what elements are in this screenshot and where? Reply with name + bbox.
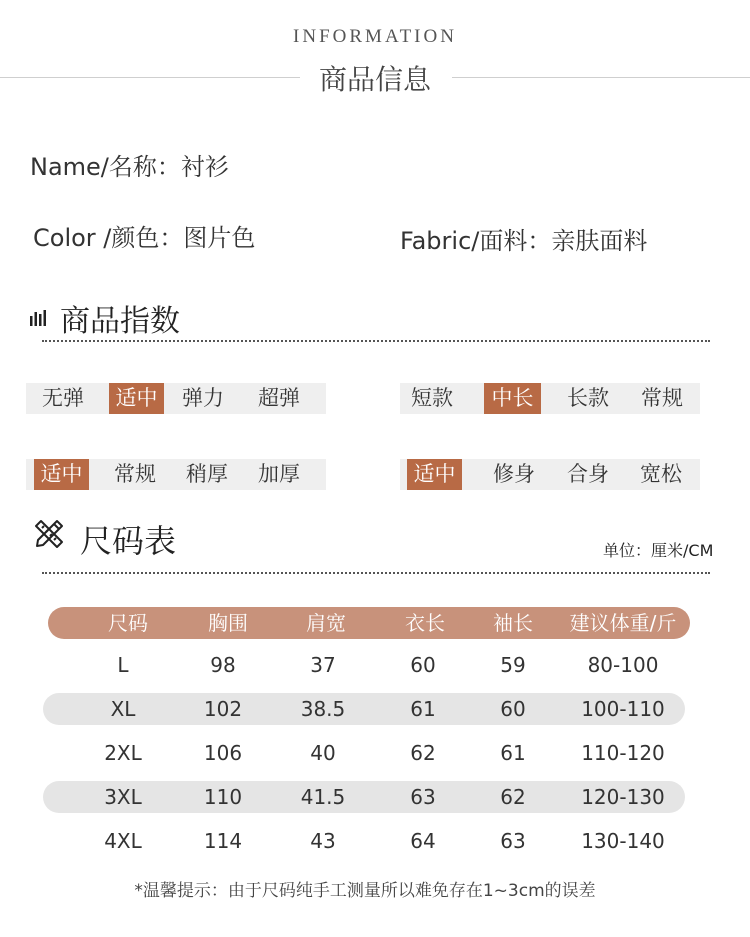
cell-weight: 100-110 <box>581 697 665 721</box>
cell-shoulder: 40 <box>310 741 336 765</box>
size-divider <box>42 572 710 574</box>
product-name: Name/名称：衬衫 <box>30 153 229 181</box>
cell-sleeve: 63 <box>500 829 526 853</box>
option-slightly-thick: 稍厚 <box>186 462 228 486</box>
cell-shoulder: 43 <box>310 829 336 853</box>
cell-shoulder: 41.5 <box>300 785 346 809</box>
cell-length: 62 <box>410 741 436 765</box>
option-short: 短款 <box>411 386 453 410</box>
option-regular-thickness: 常规 <box>114 462 156 486</box>
cell-sleeve: 62 <box>500 785 526 809</box>
option-thick: 加厚 <box>258 462 300 486</box>
option-super-stretch: 超弹 <box>258 386 300 410</box>
table-row <box>43 649 685 681</box>
cell-length: 60 <box>410 653 436 677</box>
index-divider <box>42 340 710 342</box>
measurement-note: *温馨提示：由于尺码纯手工测量所以难免存在1~3cm的误差 <box>134 881 596 901</box>
cell-length: 63 <box>410 785 436 809</box>
cell-size: 2XL <box>104 741 142 765</box>
bar-chart-icon <box>30 310 48 326</box>
column-header-chest: 胸围 <box>208 611 248 635</box>
header-title-cn: 商品信息 <box>318 63 431 96</box>
option-moderate-thickness-selected: 适中 <box>34 459 89 490</box>
table-row <box>43 737 685 769</box>
option-stretch: 弹力 <box>182 386 224 410</box>
cell-weight: 110-120 <box>581 741 665 765</box>
option-moderate-stretch-selected: 适中 <box>109 383 164 414</box>
ruler-pencil-icon <box>33 518 65 550</box>
size-table-header <box>48 607 690 639</box>
column-header-weight: 建议体重/斤 <box>569 611 677 635</box>
cell-size: L <box>117 653 129 677</box>
cell-length: 64 <box>410 829 436 853</box>
column-header-sleeve: 袖长 <box>493 611 533 635</box>
cell-length: 61 <box>410 697 436 721</box>
fit-options <box>400 459 700 490</box>
cell-weight: 120-130 <box>581 785 665 809</box>
option-slim-fit: 修身 <box>493 462 535 486</box>
cell-chest: 98 <box>210 653 236 677</box>
cell-chest: 106 <box>203 741 243 765</box>
cell-size: 4XL <box>104 829 142 853</box>
cell-chest: 102 <box>203 697 243 721</box>
cell-shoulder: 37 <box>310 653 336 677</box>
size-section-title: 尺码表 <box>80 522 177 560</box>
cell-sleeve: 61 <box>500 741 526 765</box>
product-color: Color /颜色：图片色 <box>33 224 256 252</box>
option-mid-length-selected: 中长 <box>484 383 541 414</box>
index-section-title: 商品指数 <box>60 304 180 339</box>
length-options <box>400 383 700 414</box>
table-row <box>43 693 685 725</box>
cell-chest: 110 <box>203 785 243 809</box>
cell-size: 3XL <box>104 785 142 809</box>
cell-size: XL <box>110 697 136 721</box>
option-regular-length: 常规 <box>641 386 683 410</box>
thickness-options <box>26 459 326 490</box>
table-row <box>43 825 685 857</box>
cell-weight: 130-140 <box>581 829 665 853</box>
cell-sleeve: 59 <box>500 653 526 677</box>
column-header-length: 衣长 <box>405 611 445 635</box>
elasticity-options <box>26 383 326 414</box>
option-loose-fit: 宽松 <box>640 462 682 486</box>
product-fabric: Fabric/面料：亲肤面料 <box>400 227 648 255</box>
option-regular-fit: 合身 <box>567 462 609 486</box>
option-no-stretch: 无弹 <box>42 386 84 410</box>
column-header-shoulder: 肩宽 <box>306 611 346 635</box>
cell-sleeve: 60 <box>500 697 526 721</box>
option-long: 长款 <box>567 386 609 410</box>
size-unit: 单位：厘米/CM <box>603 541 714 560</box>
cell-shoulder: 38.5 <box>300 697 346 721</box>
option-moderate-fit-selected: 适中 <box>407 459 462 490</box>
table-row <box>43 781 685 813</box>
cell-weight: 80-100 <box>587 653 659 677</box>
header-title-en: INFORMATION <box>293 26 457 47</box>
cell-chest: 114 <box>203 829 243 853</box>
column-header-size: 尺码 <box>108 611 148 635</box>
